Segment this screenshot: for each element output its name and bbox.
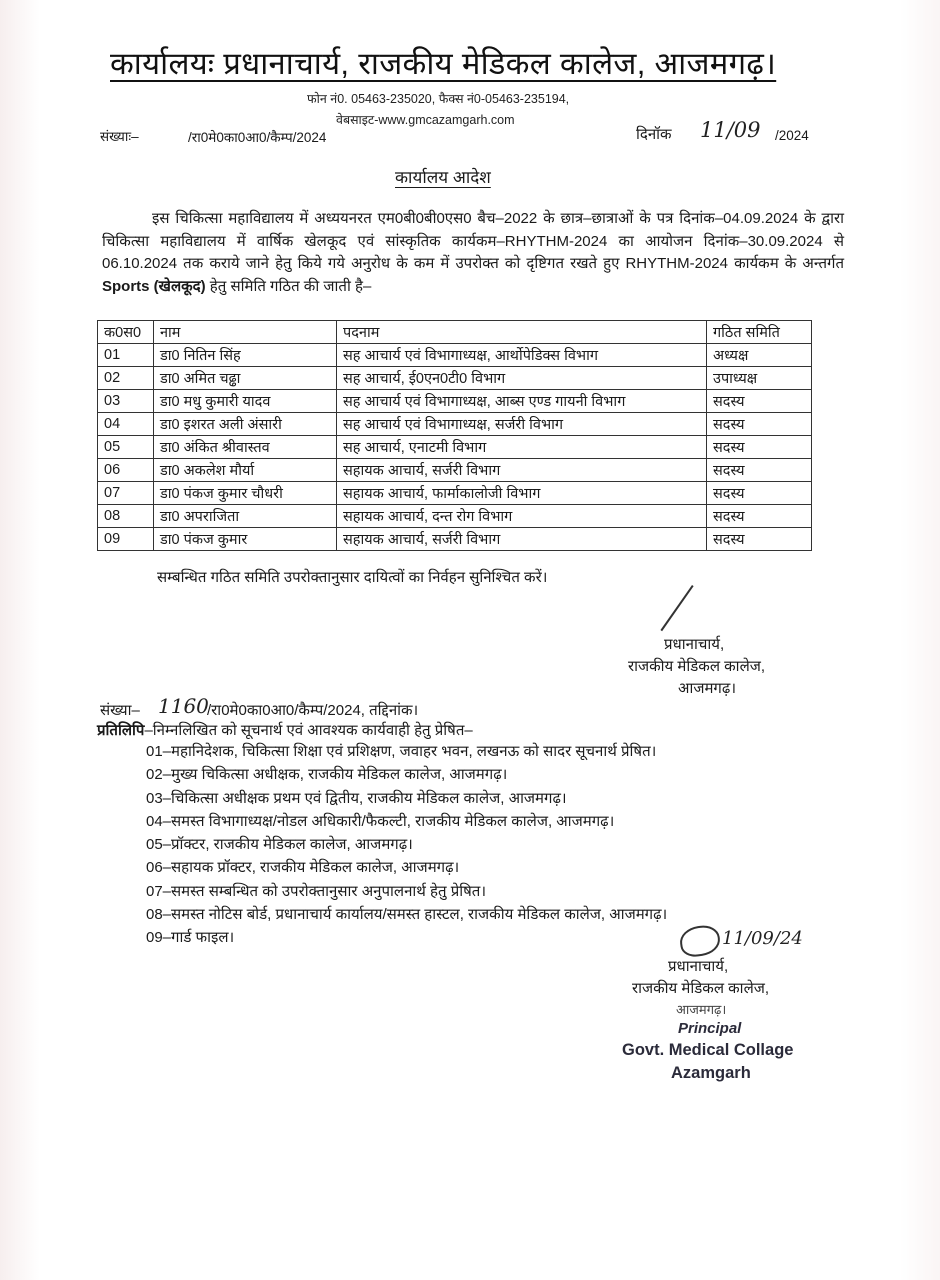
phone-fax: फोन नं0. 05463-235020, फैक्स नं0-05463-235194, xyxy=(307,92,570,106)
cell-name: डा0 अकलेश मौर्या xyxy=(154,459,337,482)
cell-role: सदस्य xyxy=(707,459,812,482)
committee-table xyxy=(97,320,812,551)
stamp-principal: Principal xyxy=(678,1020,742,1037)
date-year: /2024 xyxy=(775,128,809,143)
cell-role: उपाध्यक्ष xyxy=(707,367,812,390)
cell-serial: 02 xyxy=(98,367,154,390)
cell-serial: 08 xyxy=(98,505,154,528)
header-designation: पदनाम xyxy=(337,321,707,344)
ref-number: /रा0मे0का0आ0/कैम्प/2024 xyxy=(188,130,327,145)
copy-ref-handwritten: 1160 xyxy=(158,694,209,718)
table-row xyxy=(98,459,812,482)
header-serial: क0स0 xyxy=(98,321,154,344)
table-row xyxy=(98,413,812,436)
cc-list-item: 02–मुख्य चिकित्सा अधीक्षक, राजकीय मेडिकल कालेज, आजमगढ़। xyxy=(146,766,508,784)
sig2-line1: प्रधानाचार्य, xyxy=(668,958,729,975)
cell-name: डा0 अंकित श्रीवास्तव xyxy=(154,436,337,459)
signature-mark xyxy=(660,585,693,631)
cell-designation: सहायक आचार्य, सर्जरी विभाग xyxy=(337,459,707,482)
cell-name: डा0 पंकज कुमार चौधरी xyxy=(154,482,337,505)
cell-name: डा0 मधु कुमारी यादव xyxy=(154,390,337,413)
stamp-city: Azamgarh xyxy=(671,1064,751,1082)
cc-list-item: 09–गार्ड फाइल। xyxy=(146,929,235,947)
cell-role: सदस्य xyxy=(707,390,812,413)
cell-role: सदस्य xyxy=(707,413,812,436)
paragraph-sports: Sports (खेलकूद) xyxy=(102,277,206,295)
table-row xyxy=(98,367,812,390)
cc-list-item: 05–प्रॉक्टर, राजकीय मेडिकल कालेज, आजमगढ़। xyxy=(146,836,413,854)
table-header-row xyxy=(98,321,812,344)
cc-list-item: 01–महानिदेशक, चिकित्सा शिक्षा एवं प्रशिक्षण, जवाहर भवन, लखनऊ को सादर सूचनार्थ प्रेषित। xyxy=(146,743,657,760)
cc-list xyxy=(146,740,667,950)
cc-list-item: 04–समस्त विभागाध्यक्ष/नोडल अधिकारी/फैकल्टी, राजकीय मेडिकल कालेज, आजमगढ़। xyxy=(146,812,615,830)
sig1-line2: राजकीय मेडिकल कालेज, xyxy=(628,658,766,675)
date-handwritten: 11/09 xyxy=(700,118,761,142)
order-paragraph xyxy=(102,208,844,298)
cell-serial: 06 xyxy=(98,459,154,482)
cell-designation: सह आचार्य, ई0एन0टी0 विभाग xyxy=(337,367,707,390)
cc-label: प्रतिलिपि xyxy=(97,722,145,739)
order-heading: कार्यालय आदेश xyxy=(395,168,491,187)
copy-ref-label: संख्या– xyxy=(100,702,140,719)
paragraph-text-2: हेतु समिति गठित की जाती है– xyxy=(205,277,372,295)
cell-name: डा0 पंकज कुमार xyxy=(154,528,337,551)
cell-designation: सहायक आचार्य, दन्त रोग विभाग xyxy=(337,505,707,528)
cell-name: डा0 नितिन सिंह xyxy=(154,344,337,367)
sig2-line3: आजमगढ़। xyxy=(676,1002,727,1017)
cc-list-item: 06–सहायक प्रॉक्टर, राजकीय मेडिकल कालेज, आजमगढ़। xyxy=(146,859,460,877)
cell-designation: सह आचार्य एवं विभागाध्यक्ष, सर्जरी विभाग xyxy=(337,413,707,436)
cell-designation: सह आचार्य एवं विभागाध्यक्ष, आर्थोपेडिक्स विभाग xyxy=(337,344,707,367)
cell-serial: 05 xyxy=(98,436,154,459)
cell-role: सदस्य xyxy=(707,505,812,528)
cell-designation: सह आचार्य, एनाटमी विभाग xyxy=(337,436,707,459)
sig1-line1: प्रधानाचार्य, xyxy=(664,636,725,653)
ref-label: संख्याः– xyxy=(100,129,139,144)
cell-name: डा0 इशरत अली अंसारी xyxy=(154,413,337,436)
cell-name: डा0 अपराजिता xyxy=(154,505,337,528)
cc-list-item: 03–चिकित्सा अधीक्षक प्रथम एवं द्वितीय, राजकीय मेडिकल कालेज, आजमगढ़। xyxy=(146,789,567,807)
cell-designation: सहायक आचार्य, सर्जरी विभाग xyxy=(337,528,707,551)
cell-role: अध्यक्ष xyxy=(707,344,812,367)
cell-serial: 07 xyxy=(98,482,154,505)
cc-intro: –निम्नलिखित को सूचनार्थ एवं आवश्यक कार्यवाही हेतु प्रेषित– xyxy=(144,722,473,739)
signed-date: 11/09/24 xyxy=(722,928,803,949)
cc-list-item: 07–समस्त सम्बन्धित को उपरोक्तानुसार अनुपालनार्थ हेतु प्रेषित। xyxy=(146,882,487,900)
stamp-college: Govt. Medical Collage xyxy=(622,1041,794,1059)
cell-designation: सहायक आचार्य, फार्माकालोजी विभाग xyxy=(337,482,707,505)
cell-designation: सह आचार्य एवं विभागाध्यक्ष, आब्स एण्ड गायनी विभाग xyxy=(337,390,707,413)
header-role: गठित समिति xyxy=(707,321,812,344)
cc-list-item: 08–समस्त नोटिस बोर्ड, प्रधानाचार्य कार्यालय/समस्त हास्टल, राजकीय मेडिकल कालेज, आजमगढ़। xyxy=(146,906,668,924)
cell-role: सदस्य xyxy=(707,436,812,459)
copy-ref-rest: /रा0मे0का0आ0/कैम्प/2024, तद्दिनांक। xyxy=(207,702,419,719)
cell-role: सदस्य xyxy=(707,482,812,505)
paragraph-text-1: इस चिकित्सा महाविद्यालय में अध्ययनरत एम0बी0बी0एस0 बैच–2022 के छात्र–छात्राओं के पत्र दिनांक–04.09.2024 के द्वारा चिकित्सा महाविद्यालय में वार्षिक खेलकूद एवं सांस्कृतिक कार्यकम–RHYTHM-2024 का आयोजन दिनांक–30.09.2024 से 06.10.2024 तक कराये जाने हेतु किये गये अनुरोध के कम में उपरोक्त को दृष्टिगत रखते हुए RHYTHM-2024 कार्यकम के अन्तर्गत xyxy=(102,210,844,272)
cell-role: सदस्य xyxy=(707,528,812,551)
cell-name: डा0 अमित चढ्ढा xyxy=(154,367,337,390)
table-row xyxy=(98,505,812,528)
website: वेबसाइट-www.gmcazamgarh.com xyxy=(336,113,515,127)
table-row xyxy=(98,528,812,551)
sig2-line2: राजकीय मेडिकल कालेज, xyxy=(632,980,770,997)
date-label: दिनॉक xyxy=(636,126,672,143)
cc-heading xyxy=(97,720,473,740)
cell-serial: 01 xyxy=(98,344,154,367)
cell-serial: 04 xyxy=(98,413,154,436)
instruction-text: सम्बन्धित गठित समिति उपरोक्तानुसार दायित्वों का निर्वहन सुनिश्चित करें। xyxy=(157,569,548,586)
signature-scribble xyxy=(678,923,722,958)
sig1-line3: आजमगढ़। xyxy=(678,680,737,697)
office-title: कार्यालयः प्रधानाचार्य, राजकीय मेडिकल कालेज, आजमगढ़। xyxy=(110,46,777,81)
header-name: नाम xyxy=(154,321,337,344)
table-row xyxy=(98,436,812,459)
cell-serial: 03 xyxy=(98,390,154,413)
table-row xyxy=(98,390,812,413)
table-row xyxy=(98,482,812,505)
cell-serial: 09 xyxy=(98,528,154,551)
table-row xyxy=(98,344,812,367)
